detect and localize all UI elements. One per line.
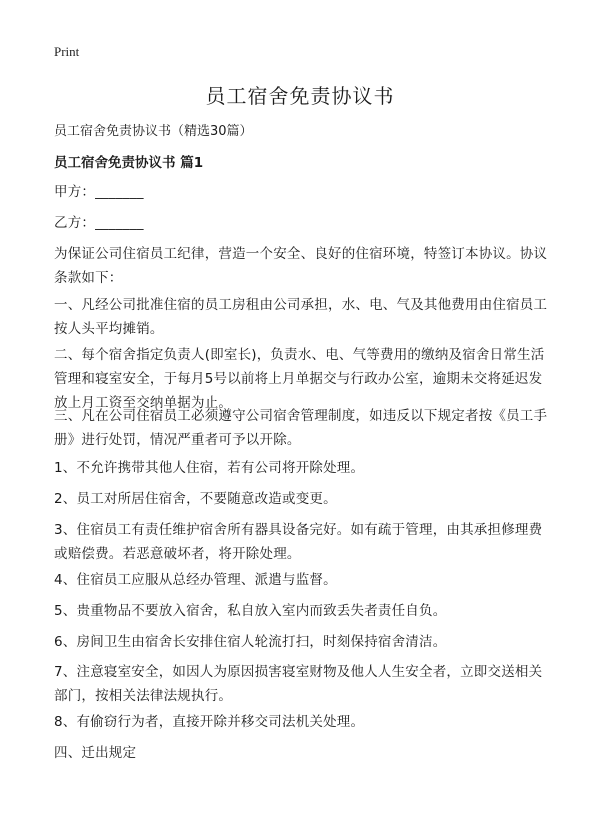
party-a-line: 甲方：_______ (54, 184, 144, 200)
rule-item-8: 8、有偷窃行为者，直接开除并移交司法机关处理。 (54, 714, 365, 730)
rule-item-4: 4、住宿员工应服从总经办管理、派遣与监督。 (54, 572, 337, 588)
rule-item-3: 3、住宿员工有责任维护宿舍所有器具设备完好。如有疏于管理，由其承担修理费或赔偿费。若恶意破坏者，将开除处理。 (54, 522, 543, 562)
paragraph-intro: 为保证公司住宿员工纪律，营造一个安全、良好的住宿环境，特签订本协议。协议条款如下： (54, 246, 548, 286)
paragraph-clause-3: 三、凡在公司住宿员工必须遵守公司宿舍管理制度，如违反以下规定者按《员工手册》进行处罚，情况严重者可予以开除。 (54, 408, 548, 448)
paragraph-clause-2: 二、每个宿舍指定负责人(即室长)，负责水、电、气等费用的缴纳及宿舍日常生活管理和寝室安全，于每月5号以前将上月单据交与行政办公室，逾期未交将延迟发放上月工资至交纳单据为止。 (54, 347, 545, 411)
rule-item-5: 5、贵重物品不要放入宿舍，私自放入室内而致丢失者责任自负。 (54, 603, 447, 619)
paragraph-clause-4: 四、迁出规定 (54, 745, 137, 761)
document-title: 员工宿舍免责协议书 (205, 84, 395, 108)
rule-item-2: 2、员工对所居住宿舍，不要随意改造或变更。 (54, 491, 337, 507)
print-link[interactable]: Print (54, 44, 80, 59)
section-heading: 员工宿舍免责协议书 篇1 (54, 155, 204, 171)
document-subtitle: 员工宿舍免责协议书（精选30篇） (54, 124, 253, 139)
rule-item-7: 7、注意寝室安全，如因人为原因损害寝室财物及他人人生安全者，立即交送相关部门，按相关法律法规执行。 (54, 664, 543, 704)
rule-item-1: 1、不允许携带其他人住宿，若有公司将开除处理。 (54, 460, 365, 476)
rule-item-6: 6、房间卫生由宿舍长安排住宿人轮流打扫，时刻保持宿舍清洁。 (54, 634, 447, 650)
paragraph-clause-1: 一、凡经公司批准住宿的员工房租由公司承担，水、电、气及其他费用由住宿员工按人头平均摊销。 (54, 297, 548, 337)
party-b-line: 乙方：_______ (54, 215, 144, 231)
